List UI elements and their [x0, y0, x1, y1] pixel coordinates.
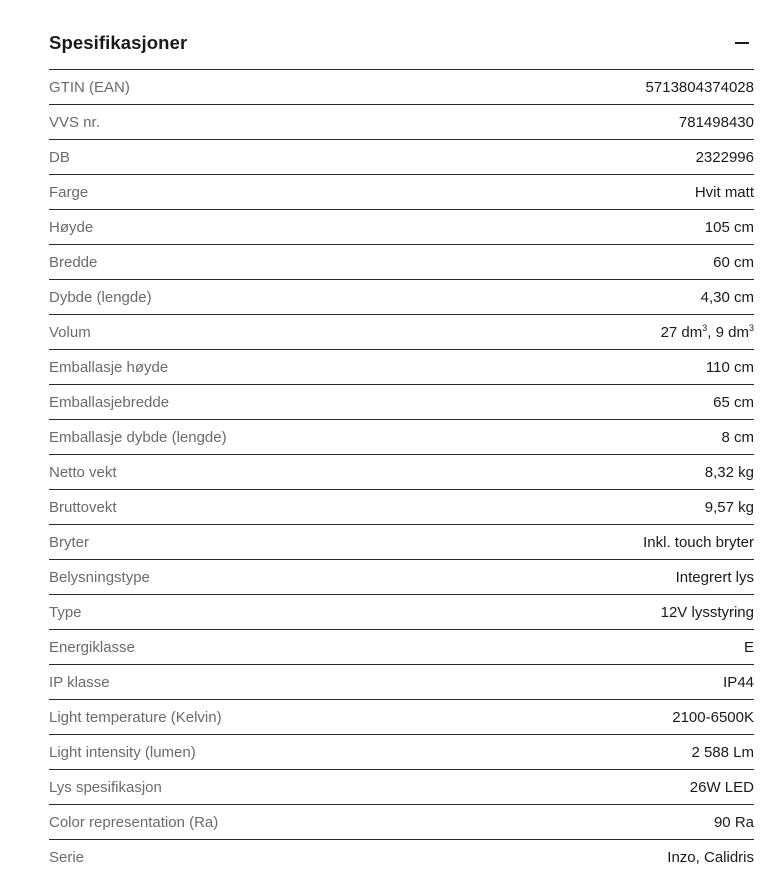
spec-value: 105 cm	[704, 218, 754, 236]
spec-row-bryter	[49, 525, 754, 560]
spec-label: Emballasje dybde (lengde)	[49, 428, 227, 446]
spec-value	[661, 324, 754, 341]
spec-label: VVS nr.	[49, 113, 100, 131]
spec-value: 5713804374028	[645, 78, 754, 96]
spec-row-serie	[49, 840, 754, 875]
spec-label: Light temperature (Kelvin)	[49, 708, 222, 726]
spec-value: 8,32 kg	[704, 463, 754, 481]
spec-row-light-temperature	[49, 700, 754, 735]
spec-value: 9,57 kg	[704, 498, 754, 516]
spec-label: Bruttovekt	[49, 498, 117, 516]
spec-row-ip-klasse	[49, 665, 754, 700]
spec-label: Netto vekt	[49, 463, 117, 481]
spec-value: 2 588 Lm	[691, 743, 754, 761]
spec-row-farge	[49, 175, 754, 210]
spec-label: Volum	[49, 323, 91, 341]
specifications-panel	[49, 0, 754, 875]
spec-value: 26W LED	[689, 778, 754, 796]
spec-label: Emballasjebredde	[49, 393, 170, 411]
spec-value: 2100-6500K	[672, 708, 754, 726]
spec-value: 781498430	[678, 113, 754, 131]
spec-row-netto-vekt	[49, 455, 754, 490]
spec-row-emballasje-hoyde	[49, 350, 754, 385]
volume-exponent: 3	[702, 322, 708, 333]
spec-row-energiklasse	[49, 630, 754, 665]
spec-value: 12V lysstyring	[660, 603, 754, 621]
spec-label: Farge	[49, 183, 89, 201]
spec-row-gtin	[49, 70, 754, 105]
spec-label: IP klasse	[49, 673, 110, 691]
spec-row-bredde	[49, 245, 754, 280]
spec-row-db	[49, 140, 754, 175]
spec-label: Serie	[49, 849, 85, 866]
spec-value: 2322996	[695, 148, 754, 166]
volume-part: 27 dm	[660, 323, 703, 341]
specifications-header[interactable]	[49, 0, 754, 70]
spec-row-emballasje-dybde	[49, 420, 754, 455]
spec-label: DB	[49, 148, 70, 166]
spec-row-belysningstype	[49, 560, 754, 595]
spec-label: Bredde	[49, 253, 98, 271]
spec-label: Color representation (Ra)	[49, 813, 219, 831]
spec-value: Inzo, Calidris	[667, 849, 754, 866]
spec-row-type	[49, 595, 754, 630]
minus-icon[interactable]	[734, 19, 750, 51]
spec-label: Light intensity (lumen)	[49, 743, 196, 761]
spec-value: 4,30 cm	[700, 288, 754, 306]
spec-row-lys-spesifikasjon	[49, 770, 754, 805]
spec-label: Dybde (lengde)	[49, 288, 152, 306]
spec-label: GTIN (EAN)	[49, 78, 130, 96]
spec-label: Energiklasse	[49, 638, 135, 656]
spec-label: Type	[49, 603, 82, 621]
spec-label: Emballasje høyde	[49, 358, 169, 376]
spec-label: Høyde	[49, 218, 94, 236]
spec-value: Integrert lys	[675, 568, 754, 586]
volume-part: , 9 dm	[707, 323, 749, 341]
spec-value: Hvit matt	[694, 183, 754, 201]
spec-label: Belysningstype	[49, 568, 150, 586]
spec-value: 8 cm	[721, 428, 754, 446]
spec-row-hoyde	[49, 210, 754, 245]
spec-row-light-intensity	[49, 735, 754, 770]
spec-row-volum	[49, 315, 754, 350]
spec-row-dybde	[49, 280, 754, 315]
spec-row-color-representation	[49, 805, 754, 840]
spec-label: Lys spesifikasjon	[49, 778, 162, 796]
spec-value: E	[743, 638, 754, 656]
spec-value: Inkl. touch bryter	[643, 533, 754, 551]
spec-value: IP44	[723, 673, 754, 691]
spec-value: 110 cm	[705, 358, 754, 376]
spec-value: 60 cm	[713, 253, 754, 271]
spec-value: 65 cm	[713, 393, 754, 411]
spec-row-bruttovekt	[49, 490, 754, 525]
spec-row-emballasjebredde	[49, 385, 754, 420]
volume-exponent: 3	[748, 322, 754, 333]
spec-row-vvs-nr	[49, 105, 754, 140]
section-title: Spesifikasjoner	[49, 31, 188, 53]
spec-label: Bryter	[49, 533, 90, 551]
spec-value: 90 Ra	[713, 813, 754, 831]
